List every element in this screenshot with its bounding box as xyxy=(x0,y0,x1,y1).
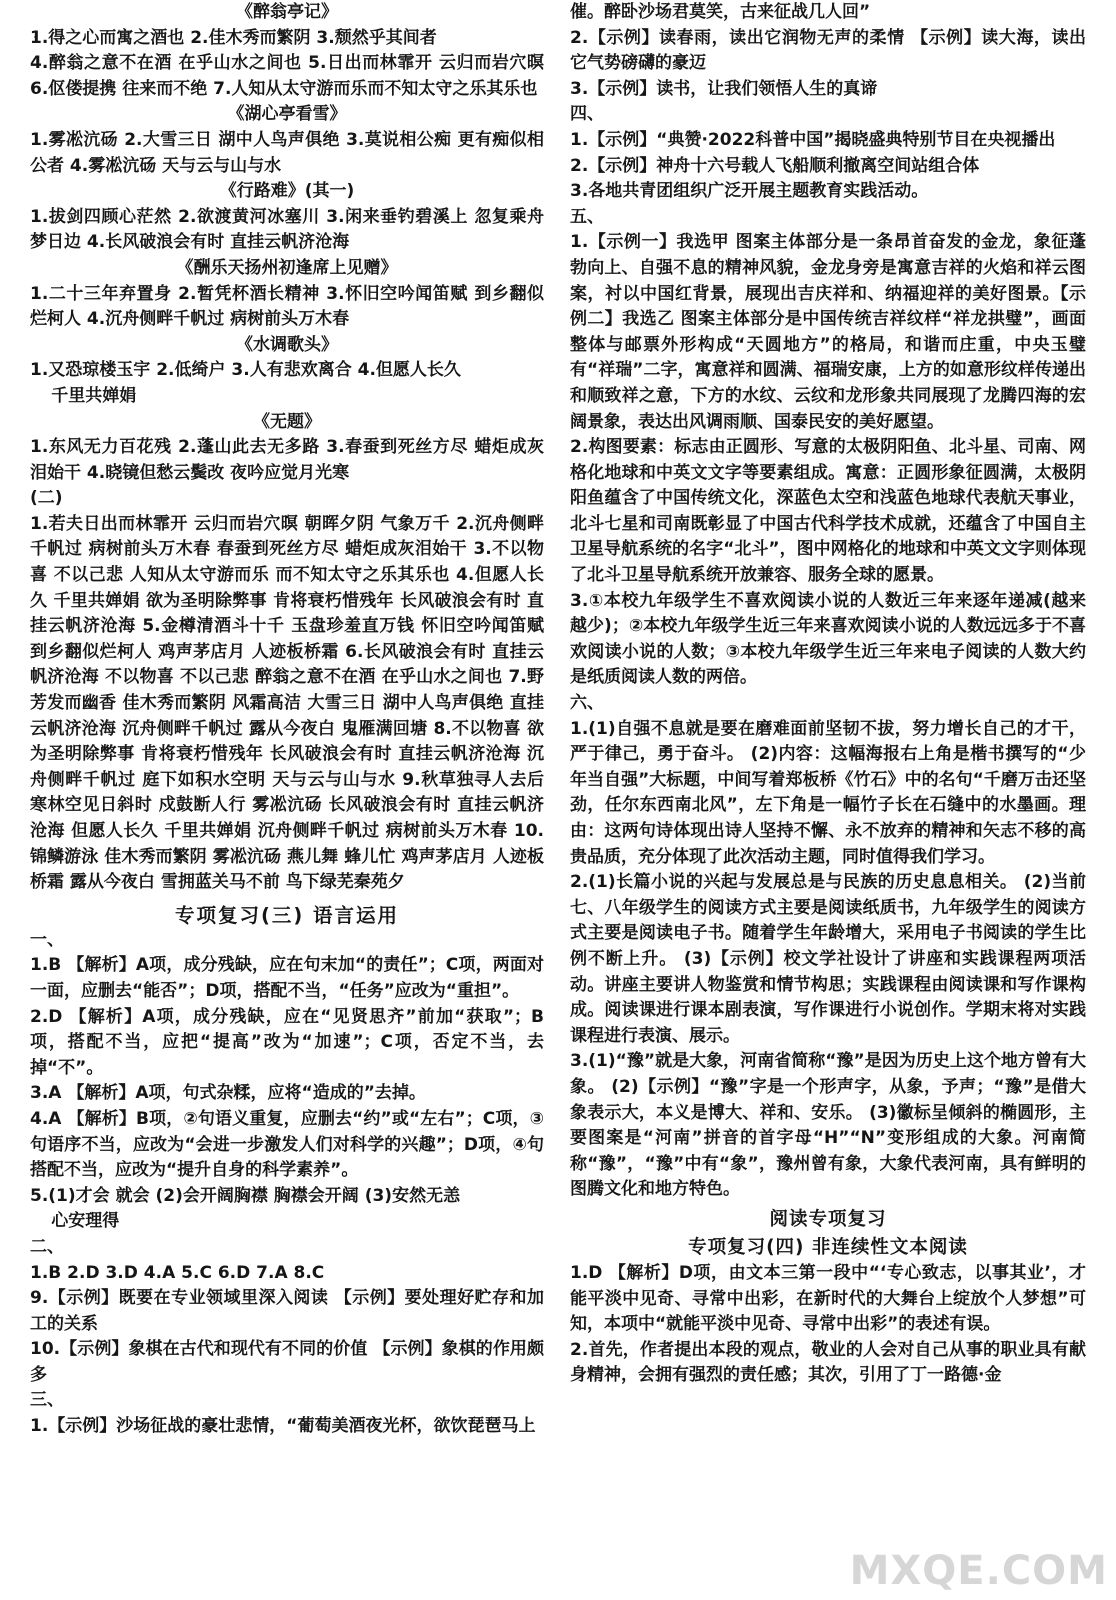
right-line: 2.【示例】读春雨，读出它润物无声的柔情 【示例】读大海，读出它气势磅礴的豪迈 xyxy=(570,27,1086,74)
left-line: 1.二十三年弃置身 2.暂凭杯酒长精神 3.怀旧空吟闻笛赋 到乡翻似烂柯人 4.沉舟侧畔千帆过 病树前头万木春 xyxy=(30,283,544,330)
right-line: 3.各地共青团组织广泛开展主题教育实践活动。 xyxy=(570,181,929,202)
left-line: 《行路难》(其一) xyxy=(219,181,355,202)
right-line: 2.(1)长篇小说的兴起与发展总是与民族的历史息息相关。 (2)当前七、八年级学生的阅读方式主要是阅读纸质书，九年级学生的阅读方式主要是阅读电子书。随着学生年龄增大，采用电子书阅读的学生比例不断上升。 (3)【示例】校文学社设计了讲座和实践课程两项活动。讲座主要讲人物鉴赏和情节构思；实践课程由阅读课和写作课构成。阅读课进行课本剧表演，写作课进行小说创作。学期末将对实践课程进行表演、展示。 xyxy=(570,872,1086,1046)
left-line: 一、 xyxy=(30,929,64,950)
right-line: 催。醉卧沙场君莫笑，古来征战几人回” xyxy=(570,2,871,22)
left-line: 4.醉翁之意不在酒 在乎山水之间也 5.日出而林霏开 云归而岩穴暝 6.伛偻提携 往来而不绝 7.人知从太守游而乐而不知太守之乐其乐也 xyxy=(30,53,544,99)
right-line: 四、 xyxy=(570,104,604,125)
left-line: 1.若夫日出而林霏开 云归而岩穴暝 朝晖夕阴 气象万千 2.沉舟侧畔千帆过 病树前头万木春 春蚕到死丝方尽 蜡炬成灰泪始干 3.不以物喜 不以己悲 人知从太守游而乐 而不知太守之乐其乐也 4.但愿人长久 千里共婵娟 欲为圣明除弊事 肯将衰朽惜残年 长风破浪会有时 直挂云帆济沧海 5.金樽清酒斗十千 玉盘珍羞直万钱 怀旧空吟闻笛赋 到乡翻似烂柯人 鸡声茅店月 人迹板桥霜 6.长风破浪会有时 直挂云帆济沧海 不以物喜 不以己悲 醉翁之意不在酒 在乎山水之间也 7.野芳发而幽香 佳木秀而繁阴 风霜高洁 大雪三日 湖中人鸟声俱绝 直挂云帆济沧海 沉舟侧畔千帆过 露从今夜白 鬼雁满回塘 8.不以物喜 欲为圣明除弊事 肯将衰朽惜残年 长风破浪会有时 直挂云帆济沧海 沉舟侧畔千帆过 庭下如积水空明 天与云与山与水 9.秋草独寻人去后 寒林空见日斜时 戍鼓断人行 雾凇沆砀 长风破浪会有时 直挂云帆济沧海 但愿人长久 千里共婵娟 沉舟侧畔千帆过 病树前头万木春 10.锦鳞游泳 佳木秀而繁阴 雾凇沆砀 燕儿舞 蜂儿忙 鸡声茅店月 人迹板桥霜 露从今夜白 雪拥蓝关马不前 鸟下绿芜秦苑夕 xyxy=(30,513,544,893)
left-line: 《无题》 xyxy=(253,411,321,432)
right-line: 2.【示例】神舟十六号载人飞船顺利撤离空间站组合体 xyxy=(570,155,980,176)
left-line: 1.B 2.D 3.D 4.A 5.C 6.D 7.A 8.C xyxy=(30,1262,325,1283)
left-line: (二) xyxy=(30,488,63,509)
left-line: 3.A 【解析】A项，句式杂糅，应将“造成的”去掉。 xyxy=(30,1083,426,1104)
right-line: 专项复习(四) 非连续性文本阅读 xyxy=(688,1236,968,1258)
left-line: 《酬乐天扬州初逢席上见赠》 xyxy=(176,257,398,278)
left-line: 心安理得 xyxy=(51,1211,120,1232)
right-line: 3.(1)“豫”就是大象，河南省简称“豫”是因为历史上这个地方曾有大象。 (2)【示例】“豫”字是一个形声字，从象，予声；“豫”是借大象表示大，本义是博大、祥和、安乐。 (3)徽标呈倾斜的椭圆形，主要图案是“河南”拼音的首字母“H”“N”变形组成的大象。河南简称“豫”，“豫”中有“象”，豫州曾有象，大象代表河南，具有鲜明的图腾文化和地方特色。 xyxy=(570,1051,1086,1200)
left-line: 1.东风无力百花残 2.蓬山此去无多路 3.春蚕到死丝方尽 蜡炬成灰泪始干 4.晓镜但愁云鬓改 夜吟应觉月光寒 xyxy=(30,437,544,483)
left-line: 1.得之心而寓之酒也 2.佳木秀而繁阴 3.颓然乎其间者 xyxy=(30,27,437,48)
left-line: 《水调歌头》 xyxy=(236,334,338,355)
left-line: 1.B 【解析】A项，成分残缺，应在句末加“的责任”；C项，两面对一面，应删去“能否”；D项，搭配不当，“任务”应改为“重担”。 xyxy=(30,955,544,1001)
left-line: 2.D 【解析】A项，成分残缺，应在“见贤思齐”前加“获取”；B项，搭配不当，应把“提高”改为“加速”；C项，否定不当，去掉“不”。 xyxy=(30,1006,544,1078)
right-line: 六、 xyxy=(570,693,604,714)
right-line: 2.构图要素：标志由正圆形、写意的太极阴阳鱼、北斗星、司南、网格化地球和中英文文字等要素组成。寓意：正圆形象征圆满，太极阴阳鱼蕴含了中国传统文化，深蓝色太空和浅蓝色地球代表航天事业，北斗七星和司南既彰显了中国古代科学技术成就，还蕴含了中国自主卫星导航系统的名字“北斗”，图中网格化的地球和中英文文字则体现了北斗卫星导航系统开放兼容、服务全球的愿景。 xyxy=(570,437,1086,586)
right-line: 3.【示例】读书，让我们领悟人生的真谛 xyxy=(570,78,878,99)
right-line: 1.D 【解析】D项，由文本三第一段中“‘专心致志，以事其业’，才能平淡中见奇、寻常中出彩，在新时代的大舞台上绽放个人梦想”可知，本项中“就能平淡中见奇、寻常中出彩”的表述有误。 xyxy=(570,1262,1086,1335)
left-line: 三、 xyxy=(30,1390,64,1411)
left-line: 1.【示例】沙场征战的豪壮悲情，“葡萄美酒夜光杯，欲饮琵琶马上 xyxy=(30,1416,536,1437)
left-line: 5.(1)才会 就会 (2)会开阔胸襟 胸襟会开阔 (3)安然无恙 xyxy=(30,1185,461,1206)
right-line: 1.【示例】“典赞·2022科普中国”揭晓盛典特别节目在央视播出 xyxy=(570,129,1056,150)
right-line: 五、 xyxy=(570,206,604,227)
right-column xyxy=(570,0,1086,1389)
right-line: 阅读专项复习 xyxy=(769,1208,887,1230)
watermark: MXQE.COM xyxy=(849,1548,1108,1594)
left-line: 《醉翁亭记》 xyxy=(236,2,338,22)
left-line: 1.拔剑四顾心茫然 2.欲渡黄河冰塞川 3.闲来垂钓碧溪上 忽复乘舟梦日边 4.长风破浪会有时 直挂云帆济沧海 xyxy=(30,206,544,253)
right-line: 1.(1)自强不息就是要在磨难面前坚韧不拔，努力增长自己的才干，严于律己，勇于奋斗。 (2)内容：这幅海报右上角是楷书撰写的“少年当自强”大标题，中间写着郑板桥《竹石》中的名句“千磨万击还坚劲，任尔东西南北风”，左下角是一幅竹子长在石缝中的水墨画。理由：这两句诗体现出诗人坚持不懈、永不放弃的精神和矢志不移的高贵品质，充分体现了此次活动主题，同时值得我们学习。 xyxy=(570,718,1086,867)
right-line: 1.【示例一】我选甲 图案主体部分是一条昂首奋发的金龙，象征蓬勃向上、自强不息的精神风貌，金龙身旁是寓意吉祥的火焰和祥云图案，衬以中国红背景，展现出吉庆祥和、纳福迎祥的美好图景。【示例二】我选乙 图案主体部分是中国传统吉祥纹样“祥龙拱璧”，画面整体与邮票外形构成“天圆地方”的格局，和谐而庄重，中央玉璧有“祥瑞”二字，寓意祥和圆满、福瑞安康，上方的如意形纹样传递出和顺致祥之意，下方的水纹、云纹和龙形象共同展现了龙腾四海的宏阔景象，表达出风调雨顺、国泰民安的美好愿望。 xyxy=(570,232,1086,432)
right-line: 3.①本校九年级学生不喜欢阅读小说的人数近三年来逐年递减(越来越少)；②本校九年级学生近三年来喜欢阅读小说的人数远远多于不喜欢阅读小说的人数；③本校九年级学生近三年来电子阅读的人数大约是纸质阅读人数的两倍。 xyxy=(570,590,1086,688)
left-line: 1.又恐琼楼玉宇 2.低绮户 3.人有悲欢离合 4.但愿人长久 xyxy=(30,360,461,381)
left-column xyxy=(30,0,544,1440)
left-line: 二、 xyxy=(30,1236,64,1257)
right-line: 2.首先，作者提出本段的观点，敬业的人会对自己从事的职业具有献身精神，会拥有强烈的责任感；其次，引用了丁一路德·金 xyxy=(570,1339,1086,1386)
left-line: 千里共婵娟 xyxy=(51,385,137,406)
left-line: 1.雾凇沆砀 2.大雪三日 湖中人鸟声俱绝 3.莫说相公痴 更有痴似相公者 4.雾凇沆砀 天与云与山与水 xyxy=(30,129,544,176)
left-line: 专项复习(三) 语言运用 xyxy=(174,903,400,927)
left-line: 《湖心亭看雪》 xyxy=(227,104,347,125)
left-line: 10.【示例】象棋在古代和现代有不同的价值 【示例】象棋的作用颇多 xyxy=(30,1339,544,1385)
left-line: 9.【示例】既要在专业领域里深入阅读 【示例】要处理好贮存和加工的关系 xyxy=(30,1288,544,1334)
left-line: 4.A 【解析】B项，②句语义重复，应删去“约”或“左右”；C项，③句语序不当，应改为“会进一步激发人们对科学的兴趣”；D项，④句搭配不当，应改为“提升自身的科学素养”。 xyxy=(30,1108,544,1181)
